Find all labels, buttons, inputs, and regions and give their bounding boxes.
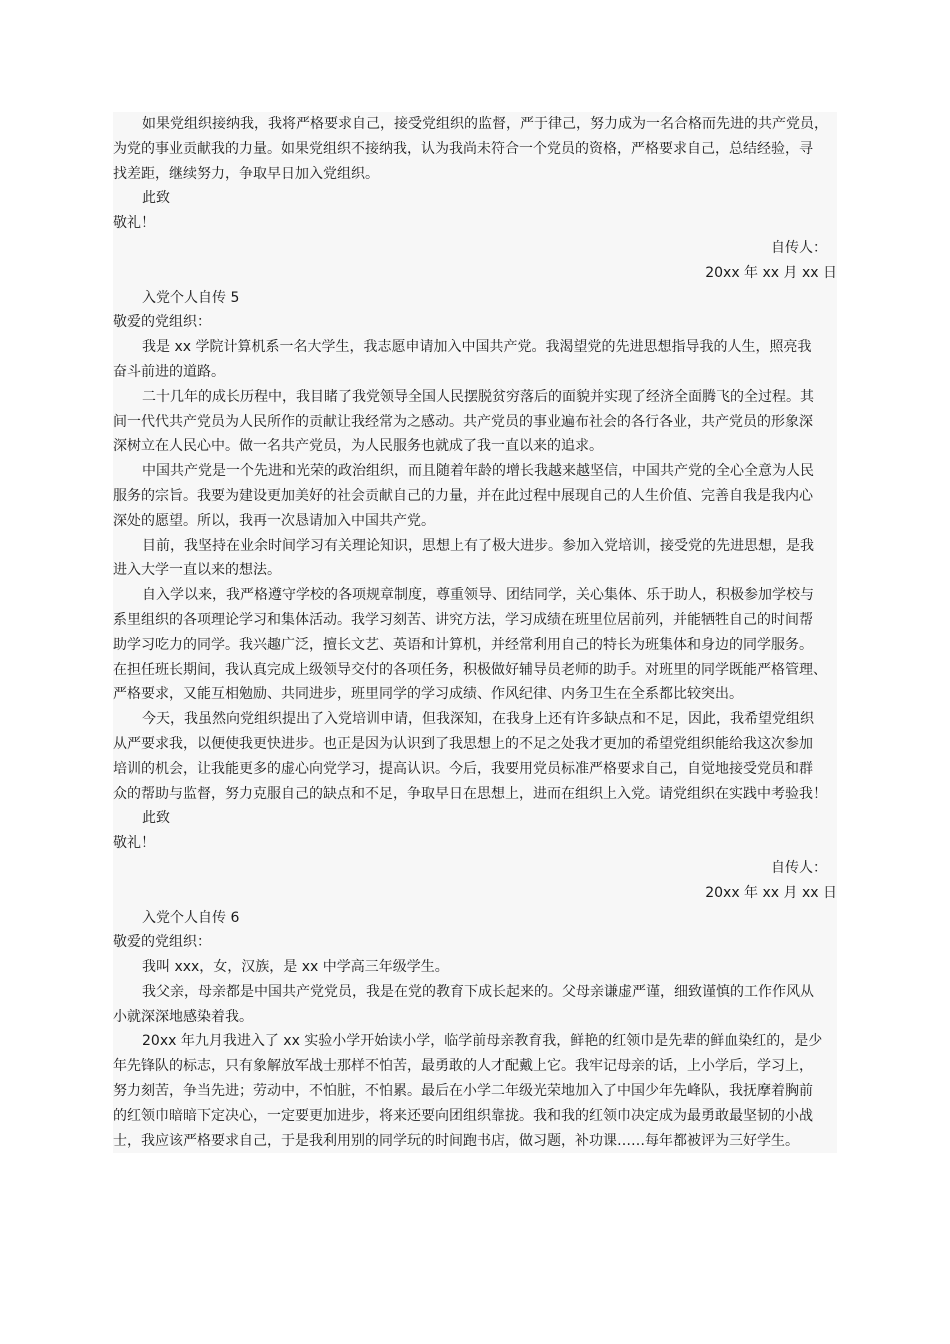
paragraph-line: 找差距，继续努力，争取早日加入党组织。 [113, 165, 379, 182]
paragraph-line: 在担任班长期间，我认真完成上级领导交付的各项任务，积极做好辅导员老师的助手。对班里的同学既能严格管理、 [113, 661, 827, 678]
date-line: 20xx 年 xx 月 xx 日 [705, 884, 837, 901]
paragraph-line: 从严要求我，以便使我更快进步。也正是因为认识到了我思想上的不足之处我才更加的希望党组织能给我这次参加 [113, 735, 813, 752]
paragraph-line: 众的帮助与监督，努力克服自己的缺点和不足，争取早日在思想上，进而在组织上入党。请党组织在实践中考验我！ [113, 785, 827, 802]
closing-line: 此致 [142, 190, 170, 207]
paragraph-line: 中国共产党是一个先进和光荣的政治组织，而且随着年龄的增长我越来越坚信，中国共产党的全心全意为人民 [142, 463, 814, 480]
paragraph-line: 我父亲，母亲都是中国共产党党员，我是在党的教育下成长起来的。父母亲谦虚严谨，细致谨慎的工作作风从 [142, 983, 814, 1000]
closing-salute: 敬礼！ [113, 835, 155, 852]
salutation: 敬爱的党组织： [113, 934, 211, 951]
paragraph-line: 二十几年的成长历程中，我目睹了我党领导全国人民摆脱贫穷落后的面貌并实现了经济全面腾飞的全过程。其 [142, 388, 814, 405]
paragraph-line: 今天，我虽然向党组织提出了入党培训申请，但我深知，在我身上还有许多缺点和不足，因此，我希望党组织 [142, 711, 814, 728]
paragraph-line: 间一代代共产党员为人民所作的贡献让我经常为之感动。共产党员的事业遍布社会的各行各业，共产党员的形象深 [113, 413, 813, 430]
paragraph-line: 深树立在人民心中。做一名共产党员，为人民服务也就成了我一直以来的追求。 [113, 438, 603, 455]
paragraph-line: 进入大学一直以来的想法。 [113, 562, 281, 579]
paragraph-line: 为党的事业贡献我的力量。如果党组织不接纳我，认为我尚未符合一个党员的资格，严格要求自己，总结经验，寻 [113, 140, 813, 157]
paragraph-line: 努力刻苦，争当先进；劳动中，不怕脏，不怕累。最后在小学二年级光荣地加入了中国少年先峰队，我抚摩着胸前 [113, 1083, 813, 1100]
paragraph-line: 年先锋队的标志，只有象解放军战士那样不怕苦，最勇敢的人才配戴上它。我牢记母亲的话，上小学后，学习上， [113, 1058, 813, 1075]
section-title: 入党个人自传 6 [142, 909, 240, 926]
paragraph-line: 培训的机会，让我能更多的虚心向党学习，提高认识。今后，我要用党员标准严格要求自己，自觉地接受党员和群 [113, 760, 813, 777]
document-page [113, 112, 837, 1153]
signature-line: 自传人： [771, 859, 827, 876]
closing-line: 此致 [142, 810, 170, 827]
paragraph-line: 严格要求，又能互相勉励、共同进步，班里同学的学习成绩、作风纪律、内务卫生在全系都比较突出。 [113, 686, 743, 703]
paragraph-line: 目前，我坚持在业余时间学习有关理论知识，思想上有了极大进步。参加入党培训，接受党的先进思想，是我 [142, 537, 814, 554]
paragraph-line: 我是 xx 学院计算机系一名大学生，我志愿申请加入中国共产党。我渴望党的先进思想指导我的人生，照亮我 [142, 339, 812, 356]
paragraph-line: 服务的宗旨。我要为建设更加美好的社会贡献自己的力量，并在此过程中展现自己的人生价值、完善自我是我内心 [113, 487, 813, 504]
salutation: 敬爱的党组织： [113, 314, 211, 331]
date-line: 20xx 年 xx 月 xx 日 [705, 264, 837, 281]
paragraph-line: 20xx 年九月我进入了 xx 实验小学开始读小学，临学前母亲教育我，鲜艳的红领巾是先辈的鲜血染红的，是少 [142, 1033, 823, 1050]
paragraph-line: 的红领巾暗暗下定决心，一定要更加进步，将来还要向团组织靠拢。我和我的红领巾决定成为最勇敢最坚韧的小战 [113, 1107, 813, 1124]
closing-salute: 敬礼！ [113, 215, 155, 232]
paragraph-line: 奋斗前进的道路。 [113, 363, 225, 380]
signature-line: 自传人： [771, 239, 827, 256]
paragraph-line: 小就深深地感染着我。 [113, 1008, 253, 1025]
paragraph-line: 深处的愿望。所以，我再一次恳请加入中国共产党。 [113, 512, 435, 529]
paragraph-line: 自入学以来，我严格遵守学校的各项规章制度，尊重领导、团结同学，关心集体、乐于助人，积极参加学校与 [142, 587, 814, 604]
paragraph-line: 助学习吃力的同学。我兴趣广泛，擅长文艺、英语和计算机，并经常利用自己的特长为班集体和身边的同学服务。 [113, 636, 813, 653]
paragraph-line: 系里组织的各项理论学习和集体活动。我学习刻苦、讲究方法，学习成绩在班里位居前列，并能牺牲自己的时间帮 [113, 611, 813, 628]
paragraph-line: 我叫 xxx，女，汉族，是 xx 中学高三年级学生。 [142, 959, 449, 976]
paragraph-line: 如果党组织接纳我，我将严格要求自己，接受党组织的监督，严于律己，努力成为一名合格而先进的共产党员， [142, 116, 828, 132]
paragraph-line: 士，我应该严格要求自己，于是我利用别的同学玩的时间跑书店，做习题，补功课……每年都被评为三好学生。 [113, 1132, 799, 1149]
section-title: 入党个人自传 5 [142, 289, 240, 306]
